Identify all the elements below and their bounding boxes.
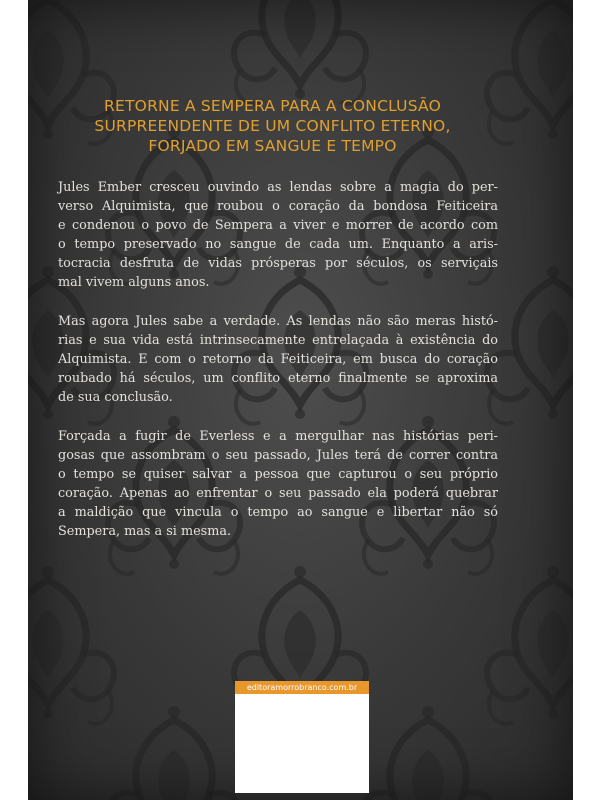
tagline — [60, 96, 485, 156]
synopsis-paragraph-2 — [58, 312, 498, 407]
tagline-line-1: RETORNE A SEMPERA PARA A CONCLUSÃO — [104, 97, 441, 115]
synopsis-paragraph-3 — [58, 427, 498, 541]
text-line: roubado há séculos, um conflito eterno finalmente se aproxima — [58, 371, 498, 386]
text-line: Alquimista. E com o retorno da Feiticeira, em busca do coração — [58, 352, 498, 367]
synopsis — [58, 178, 498, 561]
text-line: o tempo preservado no sangue de cada um. Enquanto a aris- — [58, 237, 498, 252]
text-line: gosas que assombram o seu passado, Jules terá de correr contra — [58, 448, 498, 463]
tagline-line-2: SURPREENDENTE DE UM CONFLITO ETERNO, — [94, 117, 451, 135]
text-line: tocracia desfruta de vidas prósperas por séculos, os serviçais — [58, 256, 498, 271]
text-line: Mas agora Jules sabe a verdade. As lendas não são meras histó- — [58, 314, 498, 329]
text-line: a maldição que vincula o tempo ao sangue e libertar não só — [58, 505, 498, 520]
barcode-box — [235, 681, 369, 793]
text-line: e condenou o povo de Sempera a viver e morrer de acordo com — [58, 218, 498, 233]
text-line: rias e sua vida está intrinsecamente entrelaçada à existência do — [58, 333, 498, 348]
text-line: verso Alquimista, que roubou o coração da bondosa Feiticeira — [58, 199, 498, 214]
text-line: o tempo se quiser salvar a pessoa que capturou o seu próprio — [58, 467, 498, 482]
tagline-line-3: FORJADO EM SANGUE E TEMPO — [148, 137, 397, 155]
text-line: coração. Apenas ao enfrentar o seu passado ela poderá quebrar — [58, 486, 498, 501]
synopsis-paragraph-1 — [58, 178, 498, 292]
text-line: Forçada a fugir de Everless e a mergulhar nas histórias peri- — [58, 429, 498, 444]
text-line: de sua conclusão. — [58, 390, 173, 405]
publisher-url: editoramorrobranco.com.br — [235, 681, 369, 694]
text-line: mal vivem alguns anos. — [58, 275, 210, 290]
text-line: Jules Ember cresceu ouvindo as lendas sobre a magia do per- — [58, 180, 498, 195]
text-line: Sempera, mas a si mesma. — [58, 524, 232, 539]
